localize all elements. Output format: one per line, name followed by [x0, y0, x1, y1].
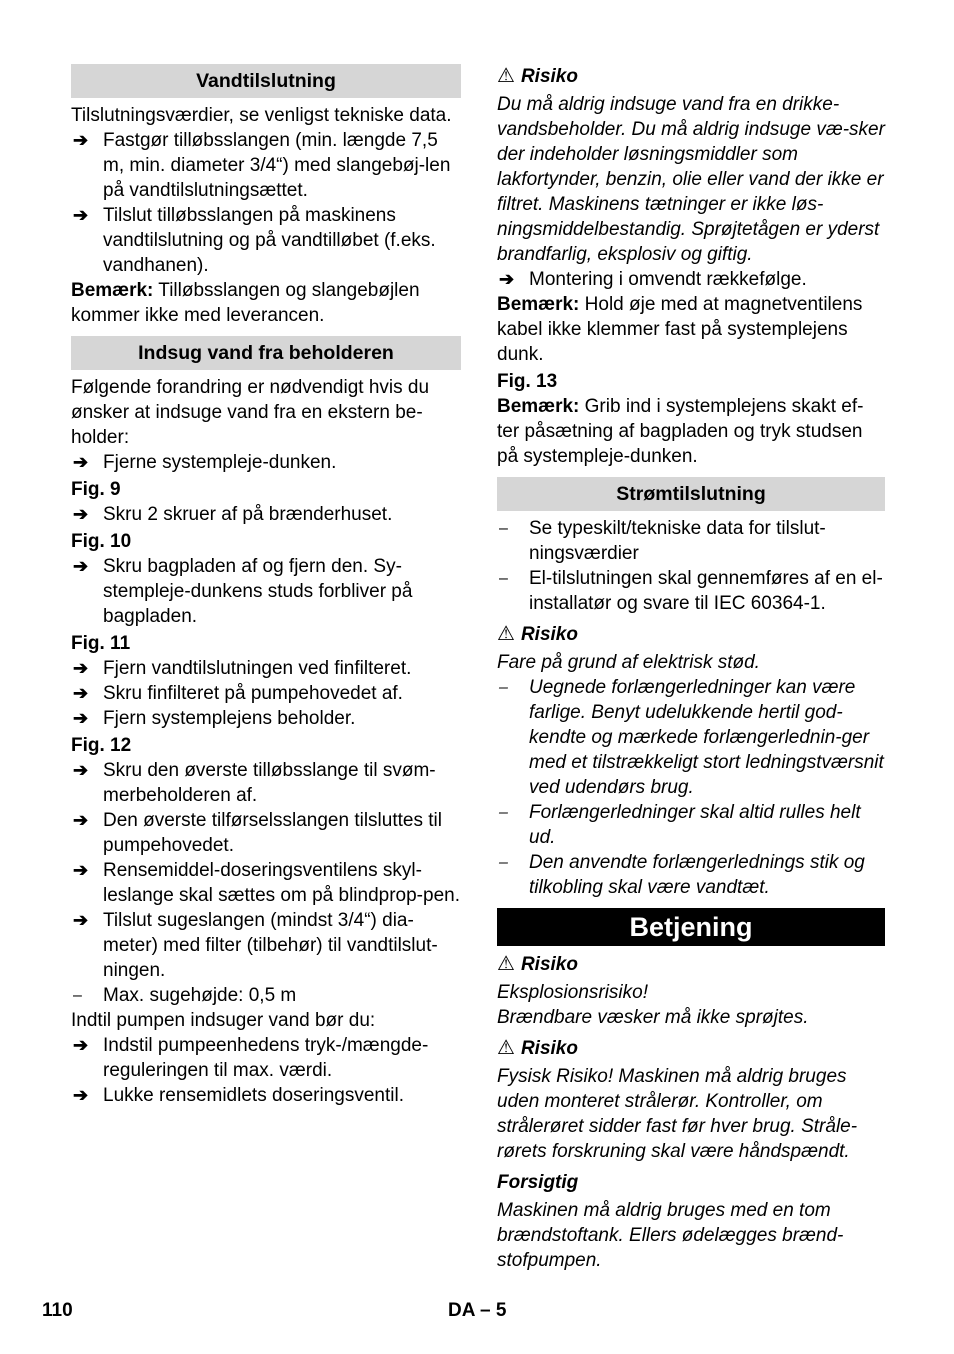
- figure-ref: Fig. 9: [71, 479, 121, 500]
- note-text: Tilløbsslangen og slangebøjlen kommer ikke med leverancen.: [71, 280, 420, 326]
- risk-heading: [497, 952, 885, 977]
- section-header-stromtilslutning: Strømtilslutning: [497, 477, 885, 511]
- risk-label: Risiko: [520, 624, 578, 645]
- caution-heading: Forsigtig: [497, 1172, 579, 1193]
- instruction-step: ➔ Indstil pumpeenhedens tryk-/mængde-reguleringen til max. værdi.: [71, 1033, 461, 1083]
- risk-label: Risiko: [520, 1038, 578, 1059]
- figure-ref: Fig. 13: [497, 371, 558, 392]
- instruction-step: ➔ Skru den øverste tilløbsslange til svøm-merbeholderen af.: [71, 758, 461, 808]
- instruction-step: ➔ Fjern systemplejens beholder.: [71, 706, 461, 731]
- instruction-step: ➔ Skru finfilteret på pumpehovedet af.: [71, 681, 461, 706]
- instruction-step: ➔ Lukke rensemidlets doseringsventil.: [71, 1083, 461, 1108]
- left-column: [71, 64, 461, 1108]
- note: [497, 292, 885, 367]
- page-number: 110: [42, 1300, 73, 1321]
- paragraph: Følgende forandring er nødvendigt hvis du ønsker at indsuge vand fra en ekstern be-holder:: [71, 377, 430, 448]
- warning-triangle-icon: ⚠: [497, 65, 515, 87]
- instruction-step: ➔ Fastgør tilløbsslangen (min. længde 7,5 m, min. diameter 3/4“) med slangebøj-len på vandtilslutningsættet.: [71, 128, 461, 203]
- instruction-step: ➔ Skru bagpladen af og fjern den. Sy-stempleje-dunkens studs forbliver på bagpladen.: [71, 554, 461, 629]
- list-item: – Se typeskilt/tekniske data for tilslut-ningsværdier: [497, 516, 885, 566]
- section-header-indsug: Indsug vand fra beholderen: [71, 336, 461, 370]
- risk-text: Eksplosionsrisiko!: [497, 982, 648, 1003]
- risk-text: Fare på grund af elektrisk stød.: [497, 652, 760, 673]
- instruction-step: ➔ Fjerne systempleje-dunken.: [71, 450, 461, 475]
- risk-heading: [497, 622, 885, 647]
- instruction-step: ➔ Rensemiddel-doseringsventilens skyl-leslange skal sættes om på blindprop-pen.: [71, 858, 461, 908]
- note-label: Bemærk:: [497, 396, 580, 417]
- note: [71, 278, 461, 328]
- list-item: – Den anvendte forlængerlednings stik og tilkobling skal være vandtæt.: [497, 850, 885, 900]
- figure-ref: Fig. 12: [71, 735, 132, 756]
- risk-text: Fysisk Risiko! Maskinen må aldrig bruges uden monteret strålerør. Kontroller, om strålerøret sidder fast før hver brug. Stråle-rørets forskruning skal være håndspændt.: [497, 1066, 858, 1162]
- risk-heading: [497, 64, 885, 89]
- figure-ref: Fig. 10: [71, 531, 132, 552]
- section-header-vandtilslutning: Vandtilslutning: [71, 64, 461, 98]
- instruction-step: ➔ Fjern vandtilslutningen ved finfilteret.: [71, 656, 461, 681]
- instruction-step: ➔ Den øverste tilførselsslangen tilsluttes til pumpehovedet.: [71, 808, 461, 858]
- note-label: Bemærk:: [71, 280, 154, 301]
- instruction-step: ➔ Tilslut sugeslangen (mindst 3/4“) dia-meter) med filter (tilbehør) til vandtilslut-ningen.: [71, 908, 461, 983]
- warning-triangle-icon: ⚠: [497, 953, 515, 975]
- list-item: – Uegnede forlængerledninger kan være farlige. Benyt udelukkende hertil god-kendte og mærkede forlængerlednin-ger med et tilstrækkeligt stort ledningstværsnit ved udendørs brug.: [497, 675, 885, 800]
- list-item: – El-tilslutningen skal gennemføres af en el-installatør og svare til IEC 60364-1.: [497, 566, 885, 616]
- note: [497, 394, 885, 469]
- section-page-label: DA – 5: [448, 1300, 507, 1321]
- caution-text: Maskinen må aldrig bruges med en tom brændstoftank. Ellers ødelægges brænd-stofpumpen.: [497, 1200, 844, 1271]
- note-text: Grib ind i systemplejens skakt ef-ter påsætning af bagpladen og tryk studsen på systempleje-dunken.: [497, 396, 864, 467]
- warning-triangle-icon: ⚠: [497, 623, 515, 645]
- instruction-step: ➔ Tilslut tilløbsslangen på maskinens vandtilslutning og på vandtilløbet (f.eks. vandhanen).: [71, 203, 461, 278]
- note-label: Bemærk:: [497, 294, 580, 315]
- instruction-step: ➔ Montering i omvendt rækkefølge.: [497, 267, 885, 292]
- instruction-step: ➔ Skru 2 skruer af på brænderhuset.: [71, 502, 461, 527]
- risk-label: Risiko: [520, 954, 578, 975]
- right-column: [497, 64, 885, 1273]
- list-item: – Max. sugehøjde: 0,5 m: [71, 983, 461, 1008]
- chapter-title-betjening: Betjening: [497, 908, 885, 946]
- risk-text: Du må aldrig indsuge vand fra en drikke-vandsbeholder. Du må aldrig indsuge væ-sker der indeholder løsningsmiddler som lakfortynder, benzin, olie eller vand der ikke er filtret. Maskinens tætninger er ikke løs-ningsmiddelbestandig. Sprøjtetågen er yderst brandfarlig, eksplosiv og giftig.: [497, 94, 885, 265]
- risk-label: Risiko: [520, 66, 578, 87]
- paragraph: Indtil pumpen indsuger vand bør du:: [71, 1010, 376, 1031]
- note-text: Hold øje med at magnetventilens kabel ikke klemmer fast på systemplejens dunk.: [497, 294, 863, 365]
- warning-triangle-icon: ⚠: [497, 1037, 515, 1059]
- list-item: – Forlængerledninger skal altid rulles helt ud.: [497, 800, 885, 850]
- figure-ref: Fig. 11: [71, 633, 131, 654]
- risk-heading: [497, 1036, 885, 1061]
- risk-text: Brændbare væsker må ikke sprøjtes.: [497, 1007, 809, 1028]
- paragraph: Tilslutningsværdier, se venligst tekniske data.: [71, 105, 452, 126]
